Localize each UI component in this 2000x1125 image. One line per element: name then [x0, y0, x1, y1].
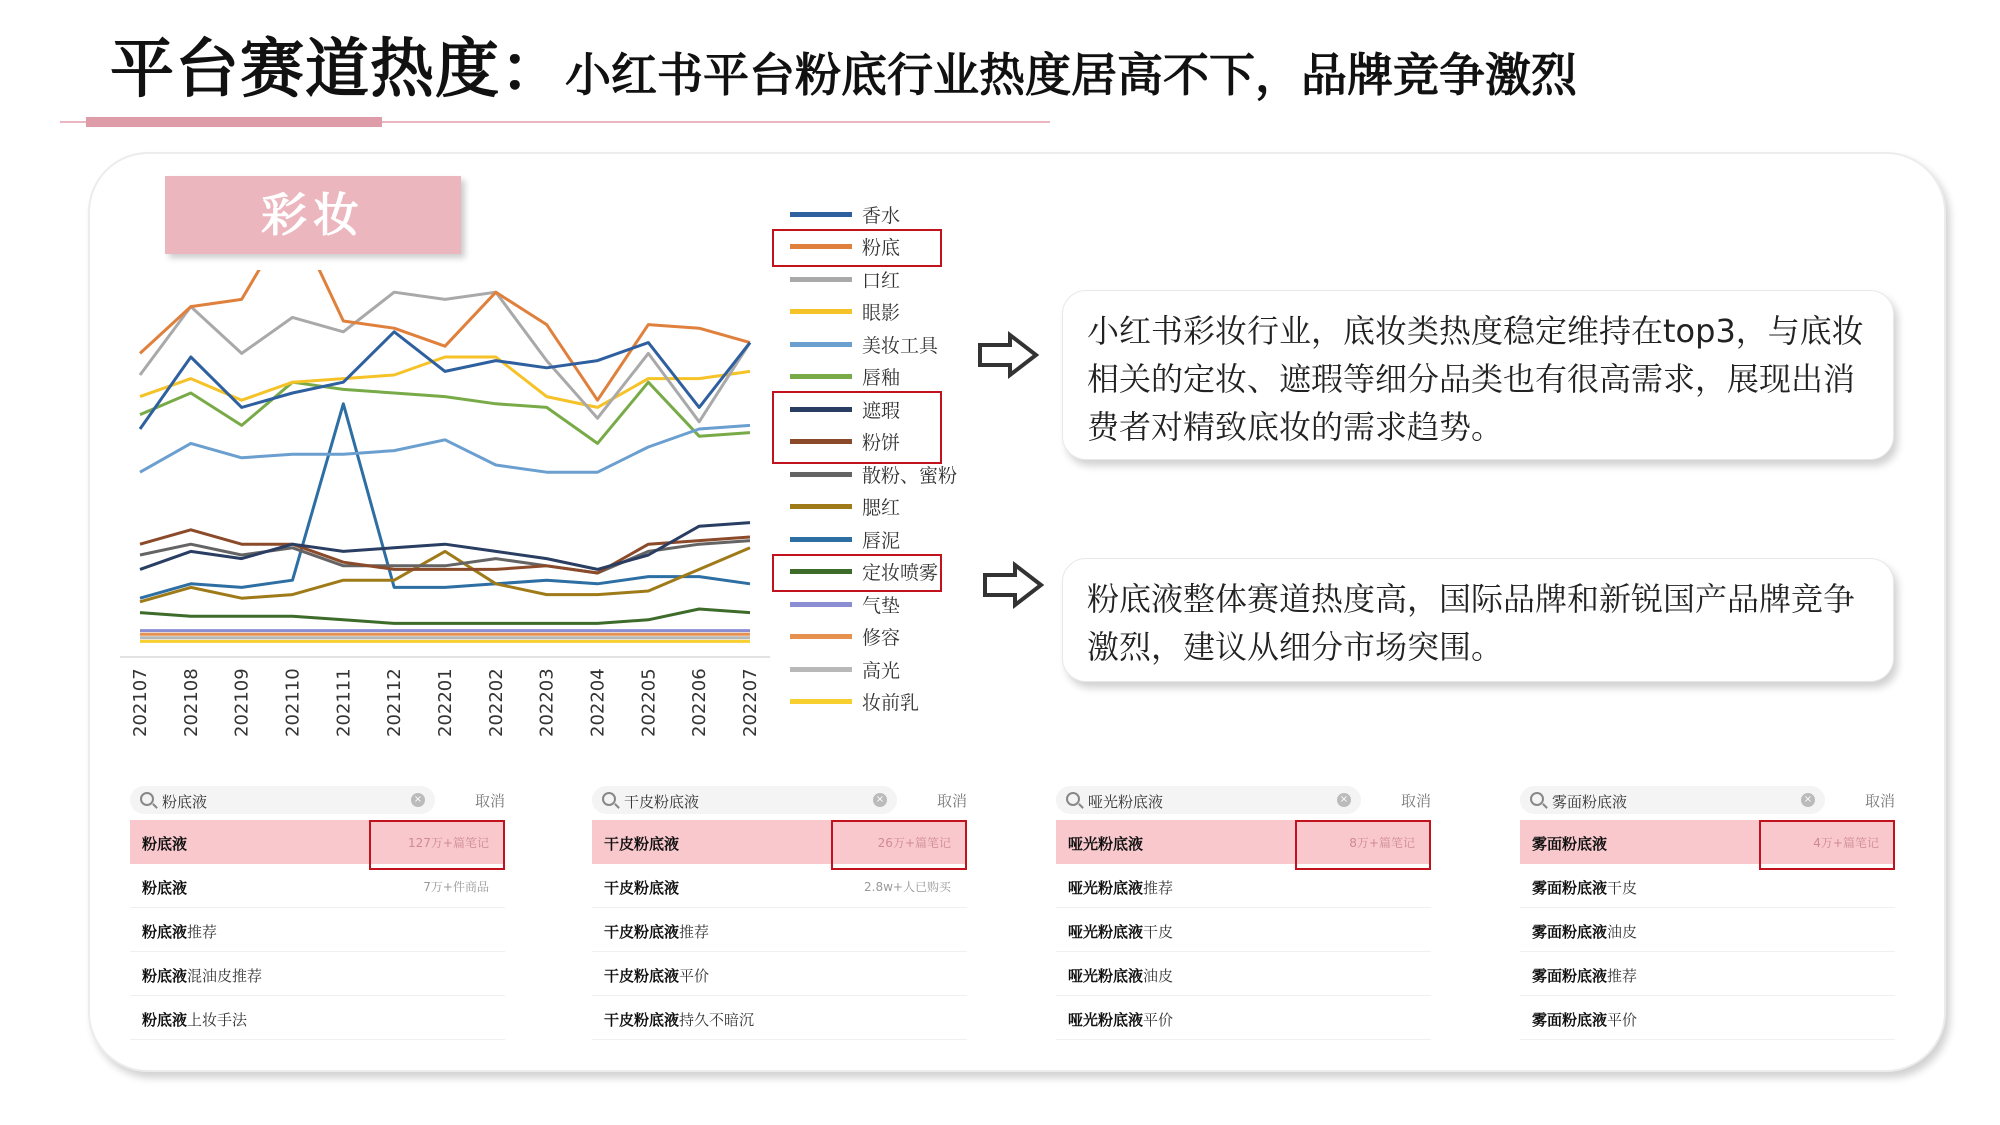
suggestion-keyword: 干皮粉底液 [604, 835, 680, 853]
suggestion-row[interactable] [130, 952, 505, 996]
suggestion-suffix: 推荐 [187, 923, 218, 941]
suggestion-count: 26万+篇笔记 [877, 836, 951, 850]
legend-item [790, 330, 938, 358]
suggestion-keyword: 粉底液 [142, 923, 188, 941]
suggestion-text [1068, 877, 1173, 898]
suggestion-text [142, 1009, 247, 1030]
legend-item [790, 623, 900, 651]
arrow-right-icon [976, 330, 1040, 380]
search-icon [602, 792, 616, 806]
x-tick-label: 202109 [231, 668, 253, 737]
suggestion-suffix: 干皮 [1143, 923, 1174, 941]
suggestion-keyword: 干皮粉底液 [604, 967, 680, 985]
legend-item [790, 265, 900, 293]
suggestion-keyword: 粉底液 [142, 835, 188, 853]
series-line-5 [140, 382, 750, 443]
suggestion-text [1068, 833, 1143, 854]
suggestion-text [1068, 965, 1173, 986]
x-tick-label: 202201 [435, 668, 456, 737]
search-query: 雾面粉底液 [1552, 793, 1628, 811]
legend-swatch [790, 472, 852, 477]
legend-label: 粉饼 [862, 432, 901, 454]
search-panel [130, 784, 505, 1046]
x-tick-label: 202110 [282, 668, 304, 737]
suggestion-suffix: 推荐 [1607, 967, 1638, 985]
suggestion-text [1532, 965, 1637, 986]
x-tick-label: 202204 [587, 668, 609, 737]
search-input[interactable] [1520, 786, 1825, 814]
suggestion-row[interactable] [592, 908, 967, 952]
search-input[interactable] [130, 786, 435, 814]
suggestion-text [142, 833, 187, 854]
search-icon [140, 792, 154, 806]
x-tick-label: 202207 [740, 668, 761, 737]
suggestion-row[interactable] [130, 996, 505, 1040]
legend-swatch [790, 309, 852, 314]
legend-highlight-box [772, 229, 942, 267]
highlight-box [831, 820, 967, 870]
legend-swatch [790, 667, 852, 672]
x-tick-label: 202202 [485, 668, 507, 737]
series-line-11 [140, 609, 750, 623]
suggestion-keyword: 哑光粉底液 [1068, 835, 1144, 853]
x-tick-label: 202111 [333, 668, 355, 737]
series-line-3 [140, 357, 750, 407]
legend-swatch [790, 374, 852, 379]
suggestion-row[interactable] [130, 908, 505, 952]
suggestion-row[interactable] [1520, 908, 1895, 952]
search-bar [1520, 784, 1895, 816]
suggestion-text [142, 965, 262, 986]
insight-note-2: 粉底液整体赛道热度高，国际品牌和新锐国产品牌竞争激烈，建议从细分市场突围。 [1062, 558, 1894, 682]
suggestion-row[interactable] [1056, 864, 1431, 908]
clear-icon[interactable]: × [873, 793, 887, 807]
x-tick-label: 202206 [689, 668, 711, 737]
suggestion-suffix: 上妆手法 [187, 1011, 248, 1029]
x-tick-label: 202112 [384, 668, 406, 737]
suggestion-row[interactable] [592, 952, 967, 996]
cancel-button[interactable]: 取消 [1400, 792, 1431, 810]
suggestion-suffix: 平价 [1143, 1011, 1174, 1029]
cancel-button[interactable]: 取消 [474, 792, 505, 810]
suggestion-suffix: 干皮 [1607, 879, 1638, 897]
legend-label: 眼影 [862, 302, 901, 324]
category-label: 彩妆 [165, 176, 461, 254]
suggestion-text [604, 833, 679, 854]
suggestion-text [1532, 1009, 1637, 1030]
suggestion-row[interactable] [130, 820, 505, 864]
suggestion-count: 4万+篇笔记 [1813, 836, 1879, 850]
clear-icon[interactable]: × [411, 793, 425, 807]
suggestion-keyword: 粉底液 [142, 879, 188, 897]
suggestion-count: 8万+篇笔记 [1349, 836, 1415, 850]
series-line-6 [140, 523, 750, 570]
legend-label: 气垫 [862, 594, 901, 617]
legend-label: 美妆工具 [862, 334, 939, 357]
legend-label: 粉底 [862, 237, 901, 259]
legend-swatch [790, 277, 852, 282]
suggestion-count: 7万+件商品 [423, 880, 489, 894]
search-panel [1520, 784, 1895, 1046]
suggestion-row[interactable] [592, 820, 967, 864]
suggestion-keyword: 雾面粉底液 [1532, 835, 1608, 853]
legend-label: 修容 [862, 627, 901, 649]
suggestion-suffix: 油皮 [1143, 967, 1174, 985]
search-icon [1530, 792, 1544, 806]
suggestion-suffix: 平价 [1607, 1011, 1638, 1029]
legend-label: 妆前乳 [862, 692, 920, 714]
suggestion-row[interactable] [1520, 952, 1895, 996]
legend-label: 香水 [862, 204, 901, 227]
legend-swatch [790, 212, 852, 217]
suggestion-keyword: 哑光粉底液 [1068, 879, 1144, 897]
suggestion-text [1068, 921, 1173, 942]
search-query: 粉底液 [162, 793, 208, 811]
page-title [110, 18, 1577, 110]
title-accent-bar [86, 117, 382, 127]
legend-label: 高光 [862, 659, 901, 682]
legend-item [790, 363, 900, 391]
search-input[interactable] [1056, 786, 1361, 814]
suggestion-text [604, 921, 709, 942]
legend-label: 唇泥 [862, 529, 901, 552]
suggestion-keyword: 哑光粉底液 [1068, 967, 1144, 985]
suggestion-count: 2.8w+人已购买 [864, 880, 951, 894]
legend-swatch [790, 634, 852, 639]
search-query: 哑光粉底液 [1088, 793, 1164, 811]
title-main: 平台赛道热度： [110, 33, 565, 107]
title-sub: 小红书平台粉底行业热度居高不下，品牌竞争激烈 [565, 48, 1577, 102]
cancel-button[interactable]: 取消 [936, 792, 967, 810]
legend-item [790, 200, 900, 228]
suggestion-keyword: 雾面粉底液 [1532, 967, 1608, 985]
insight-note-1: 小红书彩妆行业，底妆类热度稳定维持在top3，与底妆相关的定妆、遮瑕等细分品类也有很高需求，展现出消费者对精致底妆的需求趋势。 [1062, 290, 1894, 460]
highlight-box [369, 820, 505, 870]
suggestion-keyword: 雾面粉底液 [1532, 923, 1608, 941]
suggestion-row[interactable] [592, 864, 967, 908]
suggestion-row[interactable] [1056, 996, 1431, 1040]
x-tick-label: 202203 [536, 668, 558, 737]
suggestion-keyword: 雾面粉底液 [1532, 879, 1608, 897]
suggestion-keyword: 哑光粉底液 [1068, 1011, 1144, 1029]
clear-icon[interactable]: × [1801, 793, 1815, 807]
suggestion-suffix: 推荐 [1143, 879, 1174, 897]
suggestion-suffix: 持久不暗沉 [679, 1011, 755, 1029]
clear-icon[interactable]: × [1337, 793, 1351, 807]
suggestion-row[interactable] [1520, 820, 1895, 864]
legend-swatch [790, 699, 852, 704]
suggestion-suffix: 推荐 [679, 923, 710, 941]
legend-item [790, 460, 957, 488]
suggestion-keyword: 干皮粉底液 [604, 923, 680, 941]
legend-swatch [790, 537, 852, 542]
legend-swatch [790, 342, 852, 347]
search-bar [1056, 784, 1431, 816]
suggestion-row[interactable] [130, 864, 505, 908]
suggestion-keyword: 粉底液 [142, 1011, 188, 1029]
search-query: 干皮粉底液 [624, 793, 700, 811]
legend-label: 遮瑕 [862, 399, 901, 422]
search-input[interactable] [592, 786, 897, 814]
legend-item [790, 428, 900, 456]
legend-item [790, 655, 900, 683]
x-tick-label: 202107 [130, 668, 151, 737]
highlight-box [1295, 820, 1431, 870]
legend-swatch [790, 439, 852, 444]
legend-swatch [790, 504, 852, 509]
legend-swatch [790, 602, 852, 607]
suggestion-text [1068, 1009, 1173, 1030]
search-panel [1056, 784, 1431, 1046]
suggestion-text [604, 1009, 754, 1030]
search-icon [1066, 792, 1080, 806]
search-bar [592, 784, 967, 816]
legend-highlight-box [772, 554, 942, 592]
suggestion-row[interactable] [592, 996, 967, 1040]
suggestion-suffix: 混油皮推荐 [187, 967, 263, 985]
suggestion-row[interactable] [1056, 908, 1431, 952]
x-tick-label: 202205 [638, 668, 660, 737]
legend-label: 口红 [862, 269, 901, 292]
suggestion-row[interactable] [1056, 820, 1431, 864]
suggestion-suffix: 油皮 [1607, 923, 1638, 941]
legend-item [790, 590, 900, 618]
legend-item [790, 688, 919, 716]
suggestion-keyword: 粉底液 [142, 967, 188, 985]
suggestion-text [142, 877, 187, 898]
search-bar [130, 784, 505, 816]
legend-item [790, 298, 900, 326]
arrow-right-icon [981, 560, 1045, 610]
cancel-button[interactable]: 取消 [1864, 792, 1895, 810]
suggestion-count: 127万+篇笔记 [408, 836, 489, 850]
suggestion-keyword: 干皮粉底液 [604, 1011, 680, 1029]
suggestion-suffix: 平价 [679, 967, 710, 985]
legend-item [790, 525, 900, 553]
suggestion-keyword: 雾面粉底液 [1532, 1011, 1608, 1029]
search-panel [592, 784, 967, 1046]
suggestion-row[interactable] [1056, 952, 1431, 996]
legend-item [790, 493, 900, 521]
suggestion-keyword: 哑光粉底液 [1068, 923, 1144, 941]
suggestion-row[interactable] [1520, 996, 1895, 1040]
suggestion-text [142, 921, 217, 942]
suggestion-keyword: 干皮粉底液 [604, 879, 680, 897]
line-chart [110, 270, 790, 760]
suggestion-text [1532, 921, 1637, 942]
legend-label: 腮红 [862, 497, 901, 519]
suggestion-text [604, 877, 679, 898]
suggestion-text [1532, 833, 1607, 854]
series-line-1 [140, 270, 750, 400]
x-tick-label: 202108 [180, 668, 202, 737]
series-line-4 [140, 425, 750, 472]
suggestion-text [604, 965, 709, 986]
suggestion-text [1532, 877, 1637, 898]
legend-label: 定妆喷雾 [862, 562, 939, 584]
legend-label: 唇釉 [862, 367, 901, 389]
suggestion-row[interactable] [1520, 864, 1895, 908]
highlight-box [1759, 820, 1895, 870]
legend-label: 散粉、蜜粉 [862, 464, 958, 487]
